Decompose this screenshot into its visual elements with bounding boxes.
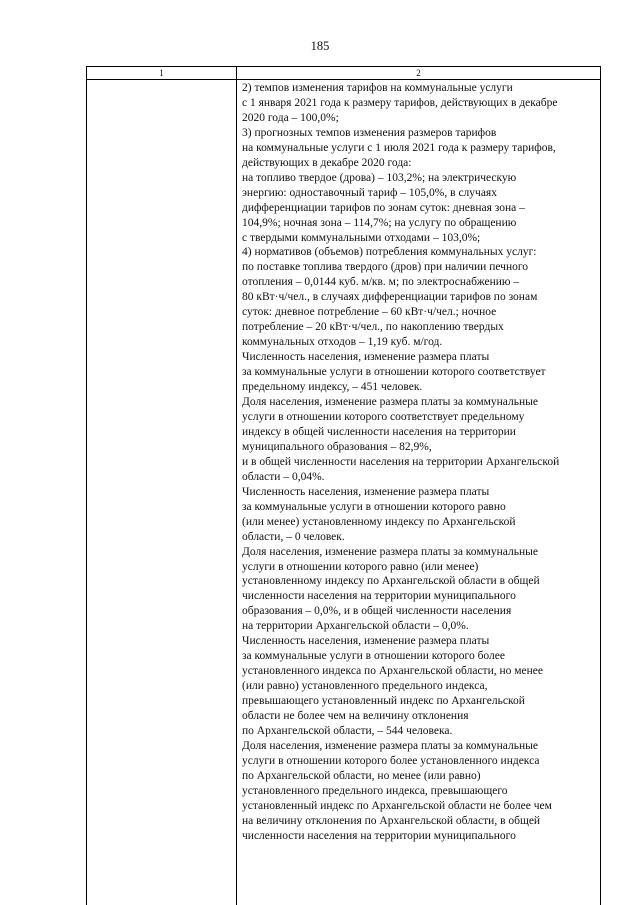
text-line: с 1 января 2021 года к размеру тарифов, действующих в декабре [242, 96, 558, 109]
column-1-header: 1 [159, 68, 164, 78]
text-line: Численность населения, изменение размера платы [242, 485, 490, 498]
text-line: дифференциации тарифов по зонам суток: дневная зона – [242, 201, 525, 214]
column-2-header: 2 [416, 68, 421, 78]
document-table [86, 66, 601, 905]
text-line: установленного индекса по Архангельской области, но менее [242, 665, 543, 678]
text-line: 2) темпов изменения тарифов на коммунальные услуги [242, 82, 513, 94]
text-line: коммунальных отходов – 1,19 куб. м/год. [242, 336, 443, 349]
text-line: на коммунальные услуги с 1 июля 2021 года к размеру тарифов, [242, 141, 556, 154]
text-line: за коммунальные услуги в отношении которого равно [242, 500, 506, 513]
text-line: области – 0,04%. [242, 470, 325, 483]
column-divider [236, 66, 237, 905]
text-line: предельному индексу, – 451 человек. [242, 381, 423, 394]
text-line: области, – 0 человек. [242, 530, 345, 543]
text-line: с твердыми коммунальными отходами – 103,0%; [242, 231, 481, 244]
text-line: энергию: одноставочный тариф – 105,0%, в случаях [242, 186, 497, 199]
text-line: за коммунальные услуги в отношении которого соответствует [242, 366, 546, 379]
text-line: (или равно) установленного предельного индекса, [242, 680, 488, 693]
text-line: потребление – 20 кВт·ч/чел., по накоплению твердых [242, 321, 504, 334]
text-line: индексу в общей численности населения на территории [242, 425, 516, 438]
text-line: отопления – 0,0144 куб. м/кв. м; по электроснабжению – [242, 276, 520, 289]
text-line: муниципального образования – 82,9%, [242, 440, 432, 453]
text-line: 80 кВт·ч/чел., в случаях дифференциации тарифов по зонам [242, 291, 538, 304]
text-line: установленный индекс по Архангельской области не более чем [242, 799, 552, 812]
text-line: на топливо твердое (дрова) – 103,2%; на электрическую [242, 171, 517, 184]
text-line: 3) прогнозных темпов изменения размеров тарифов [242, 126, 497, 139]
text-line: образования – 0,0%, и в общей численности населения [242, 605, 512, 618]
text-line: и в общей численности населения на территории Архангельской [242, 455, 560, 468]
page-number: 185 [310, 39, 330, 53]
text-line: на величину отклонения по Архангельской области, в общей [242, 814, 541, 827]
text-line: действующих в декабре 2020 года: [242, 156, 412, 169]
table-header-row [87, 66, 600, 80]
column-2-content [242, 81, 602, 844]
text-line: Численность населения, изменение размера платы [242, 635, 490, 648]
text-line: по Архангельской области, – 544 человека. [242, 724, 453, 737]
text-line: Доля населения, изменение размера платы за коммунальные [242, 396, 538, 409]
text-line: 104,9%; ночная зона – 114,7%; на услугу по обращению [242, 216, 517, 229]
text-line: превышающего установленный индекс по Архангельской [242, 695, 525, 708]
text-line: численности населения на территории муниципального [242, 590, 516, 603]
text-line: 2020 года – 100,0%; [242, 111, 339, 124]
text-line: 4) нормативов (объемов) потребления коммунальных услуг: [242, 246, 537, 259]
text-line: Доля населения, изменение размера платы за коммунальные [242, 545, 538, 558]
text-line: Доля населения, изменение размера платы за коммунальные [242, 739, 538, 752]
text-line: установленному индексу по Архангельской области в общей [242, 575, 540, 588]
text-line: за коммунальные услуги в отношении которого более [242, 650, 505, 663]
text-line: (или менее) установленному индексу по Архангельской [242, 515, 516, 528]
text-line: по Архангельской области, но менее (или равно) [242, 769, 481, 782]
text-line: установленного предельного индекса, превышающего [242, 784, 508, 797]
text-line: услуги в отношении которого равно (или менее) [242, 560, 479, 573]
text-line: Численность населения, изменение размера платы [242, 351, 490, 364]
text-line: на территории Архангельской области – 0,0%. [242, 620, 469, 633]
text-line: услуги в отношении которого более установленного индекса [242, 754, 540, 767]
text-line: суток: дневное потребление – 60 кВт·ч/чел.; ночное [242, 306, 497, 319]
text-line: области не более чем на величину отклонения [242, 710, 469, 723]
text-line: численности населения на территории муниципального [242, 829, 516, 842]
text-line: по поставке топлива твердого (дров) при наличии печного [242, 261, 529, 274]
text-line: услуги в отношении которого соответствует предельному [242, 410, 525, 423]
